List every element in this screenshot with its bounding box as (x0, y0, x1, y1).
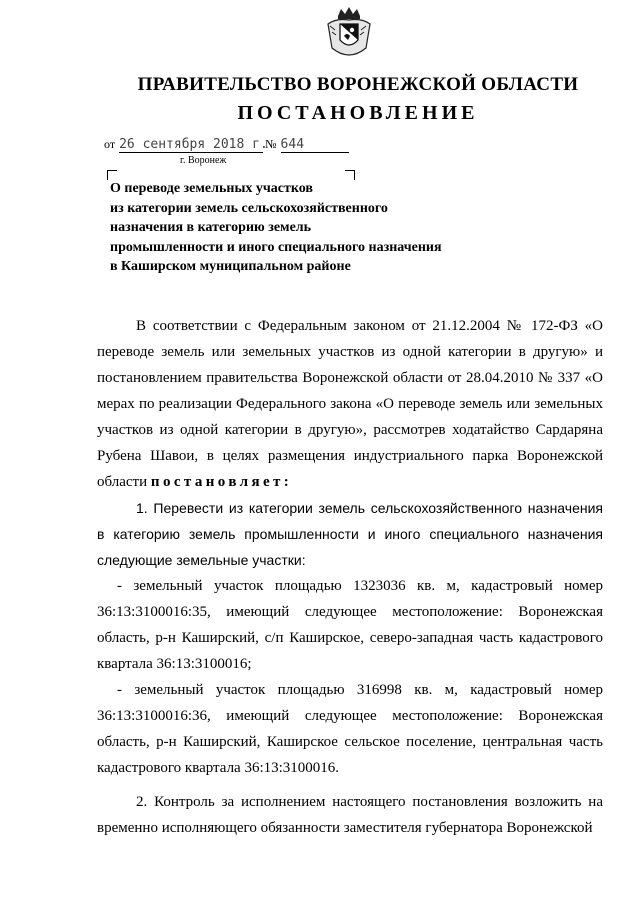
document-title (110, 179, 510, 277)
title-line: из категории земель сельскохозяйственного (110, 200, 388, 216)
title-line: в Каширском муниципальном районе (110, 259, 351, 274)
document-type: ПОСТАНОВЛЕНИЕ (237, 102, 479, 124)
land-plot-item-2: - земельный участок площадью 316998 кв. м, кадастровый номер 36:13:3100016:36, имеющий следующее местоположение: Воронежская область, р-н Каширский, Каширское сельское поселение, центральная часть кадастрового квартала 36:13:3100016. (97, 682, 603, 776)
title-line: назначения в категорию земель (110, 220, 312, 235)
date-prefix: от (104, 137, 116, 151)
clause-2: 2. Контроль за исполнением настоящего постановления возложить на временно исполняющего обязанности заместителя губернатора Воронежской (97, 794, 603, 836)
title-line: О переводе земельных участков (110, 181, 313, 196)
clause-1: 1. Перевести из категории земель сельскохозяйственного назначения в категорию земель промышленности и иного специального назначения следующие земельные участки: (97, 500, 603, 568)
organization-name: ПРАВИТЕЛЬСТВО ВОРОНЕЖСКОЙ ОБЛАСТИ (137, 74, 579, 95)
number-prefix: № (265, 137, 277, 151)
preamble-text: В соответствии с Федеральным законом от 21.12.2004 № 172-ФЗ «О переводе земель или земельных участков из одной категории в другую» и постановлением правительства Воронежской области от 28.04.2010 № 337 «О мерах по реализации Федерального закона «О переводе земель или земельных участков из одной категории в другую», рассмотрев ходатайство Сардаряна Рубена Шавои, в целях размещения индустриального парка Воронежской области (97, 318, 603, 490)
city-label: г. Воронеж (180, 155, 227, 166)
date-value: 26 сентября 2018 г. (119, 137, 268, 152)
preamble-paragraph (97, 313, 603, 495)
land-plot-item-1: - земельный участок площадью 1323036 кв. м, кадастровый номер 36:13:3100016:35, имеющий следующее местоположение: Воронежская область, р-н Каширский, с/п Каширское, северо-западная часть кадастрового квартала 36:13:3100016; (97, 578, 603, 672)
resolves-word: постановляет: (150, 474, 293, 490)
date-number-line (104, 137, 349, 155)
document-number: 644 (280, 137, 305, 152)
title-line: промышленности и иного специального назначения (110, 239, 442, 255)
voronezh-coat-of-arms-icon (326, 6, 372, 62)
document-body (97, 313, 603, 841)
